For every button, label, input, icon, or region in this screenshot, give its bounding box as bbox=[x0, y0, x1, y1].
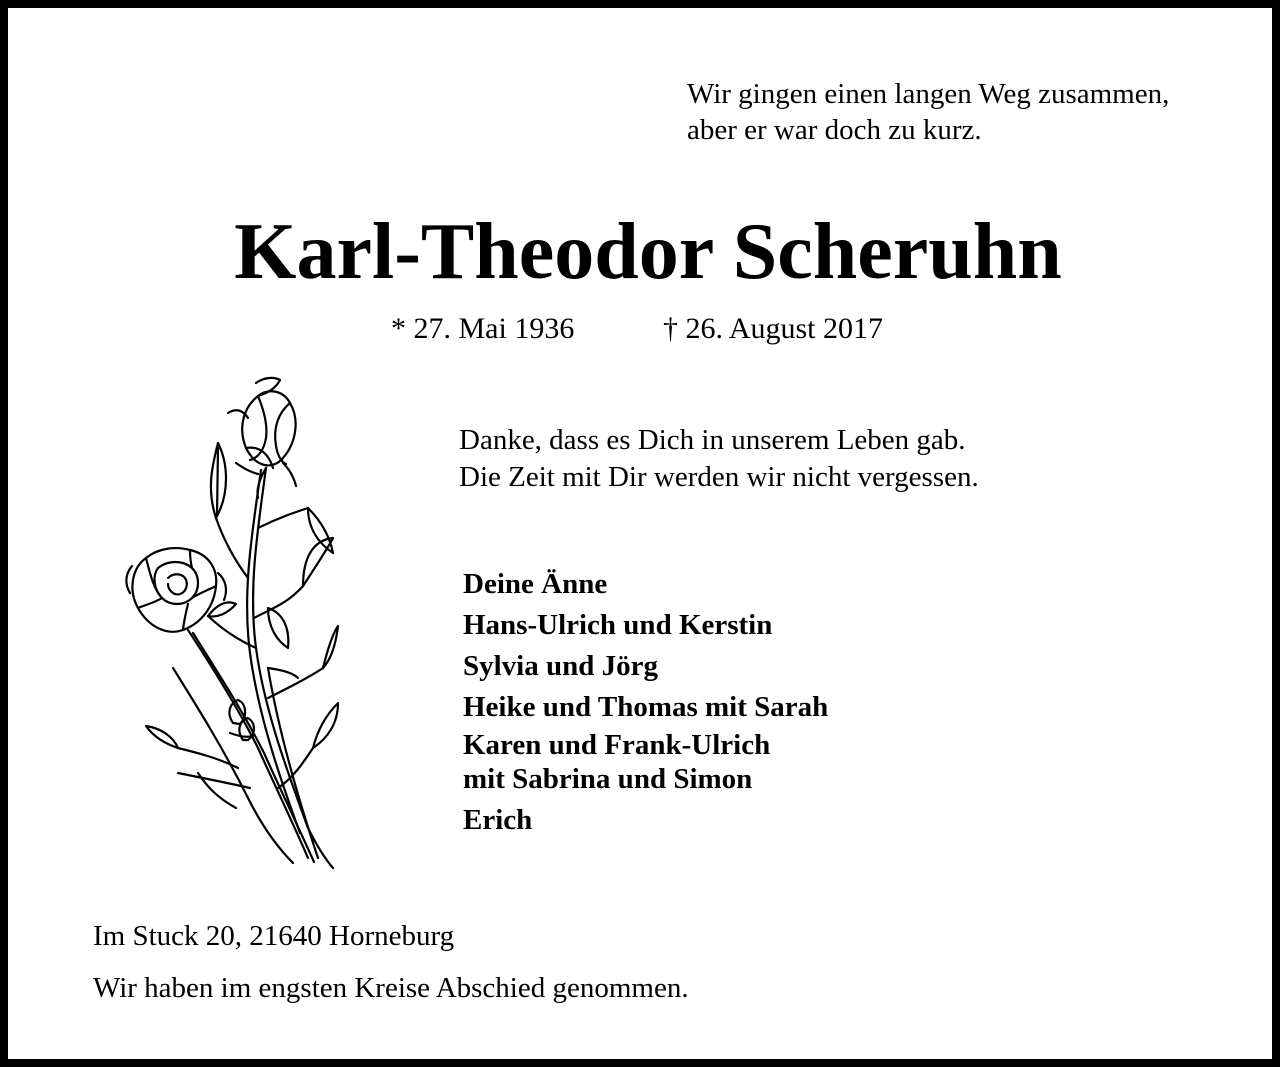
birth-date: * 27. Mai 1936 bbox=[391, 312, 575, 345]
mourner-line: Karen und Frank-Ulrich bbox=[463, 729, 771, 761]
thanks-line-1: Danke, dass es Dich in unserem Leben gab. bbox=[459, 424, 966, 456]
mourners-list bbox=[463, 564, 828, 841]
death-date: † 26. August 2017 bbox=[663, 312, 884, 345]
mourner-line: mit Sabrina und Simon bbox=[463, 763, 753, 795]
motto-quote bbox=[687, 76, 1169, 148]
mourner-line: Deine Änne bbox=[463, 568, 608, 600]
farewell-note: Wir haben im engsten Kreise Abschied genommen. bbox=[93, 972, 689, 1004]
mourner-line: Hans-Ulrich und Kerstin bbox=[463, 609, 773, 641]
motto-line-2: aber er war doch zu kurz. bbox=[687, 114, 982, 146]
rose-illustration-icon bbox=[118, 368, 368, 873]
thanks-line-2: Die Zeit mit Dir werden wir nicht vergessen. bbox=[459, 461, 979, 493]
deceased-name: Karl-Theodor Scheruhn bbox=[234, 208, 1062, 296]
motto-line-1: Wir gingen einen langen Weg zusammen, bbox=[687, 78, 1170, 110]
mourner-line: Heike und Thomas mit Sarah bbox=[463, 691, 829, 723]
thanks-message bbox=[459, 422, 979, 496]
mourner-line: Erich bbox=[463, 804, 533, 836]
mourner-line: Sylvia und Jörg bbox=[463, 650, 658, 682]
address: Im Stuck 20, 21640 Horneburg bbox=[93, 920, 455, 952]
